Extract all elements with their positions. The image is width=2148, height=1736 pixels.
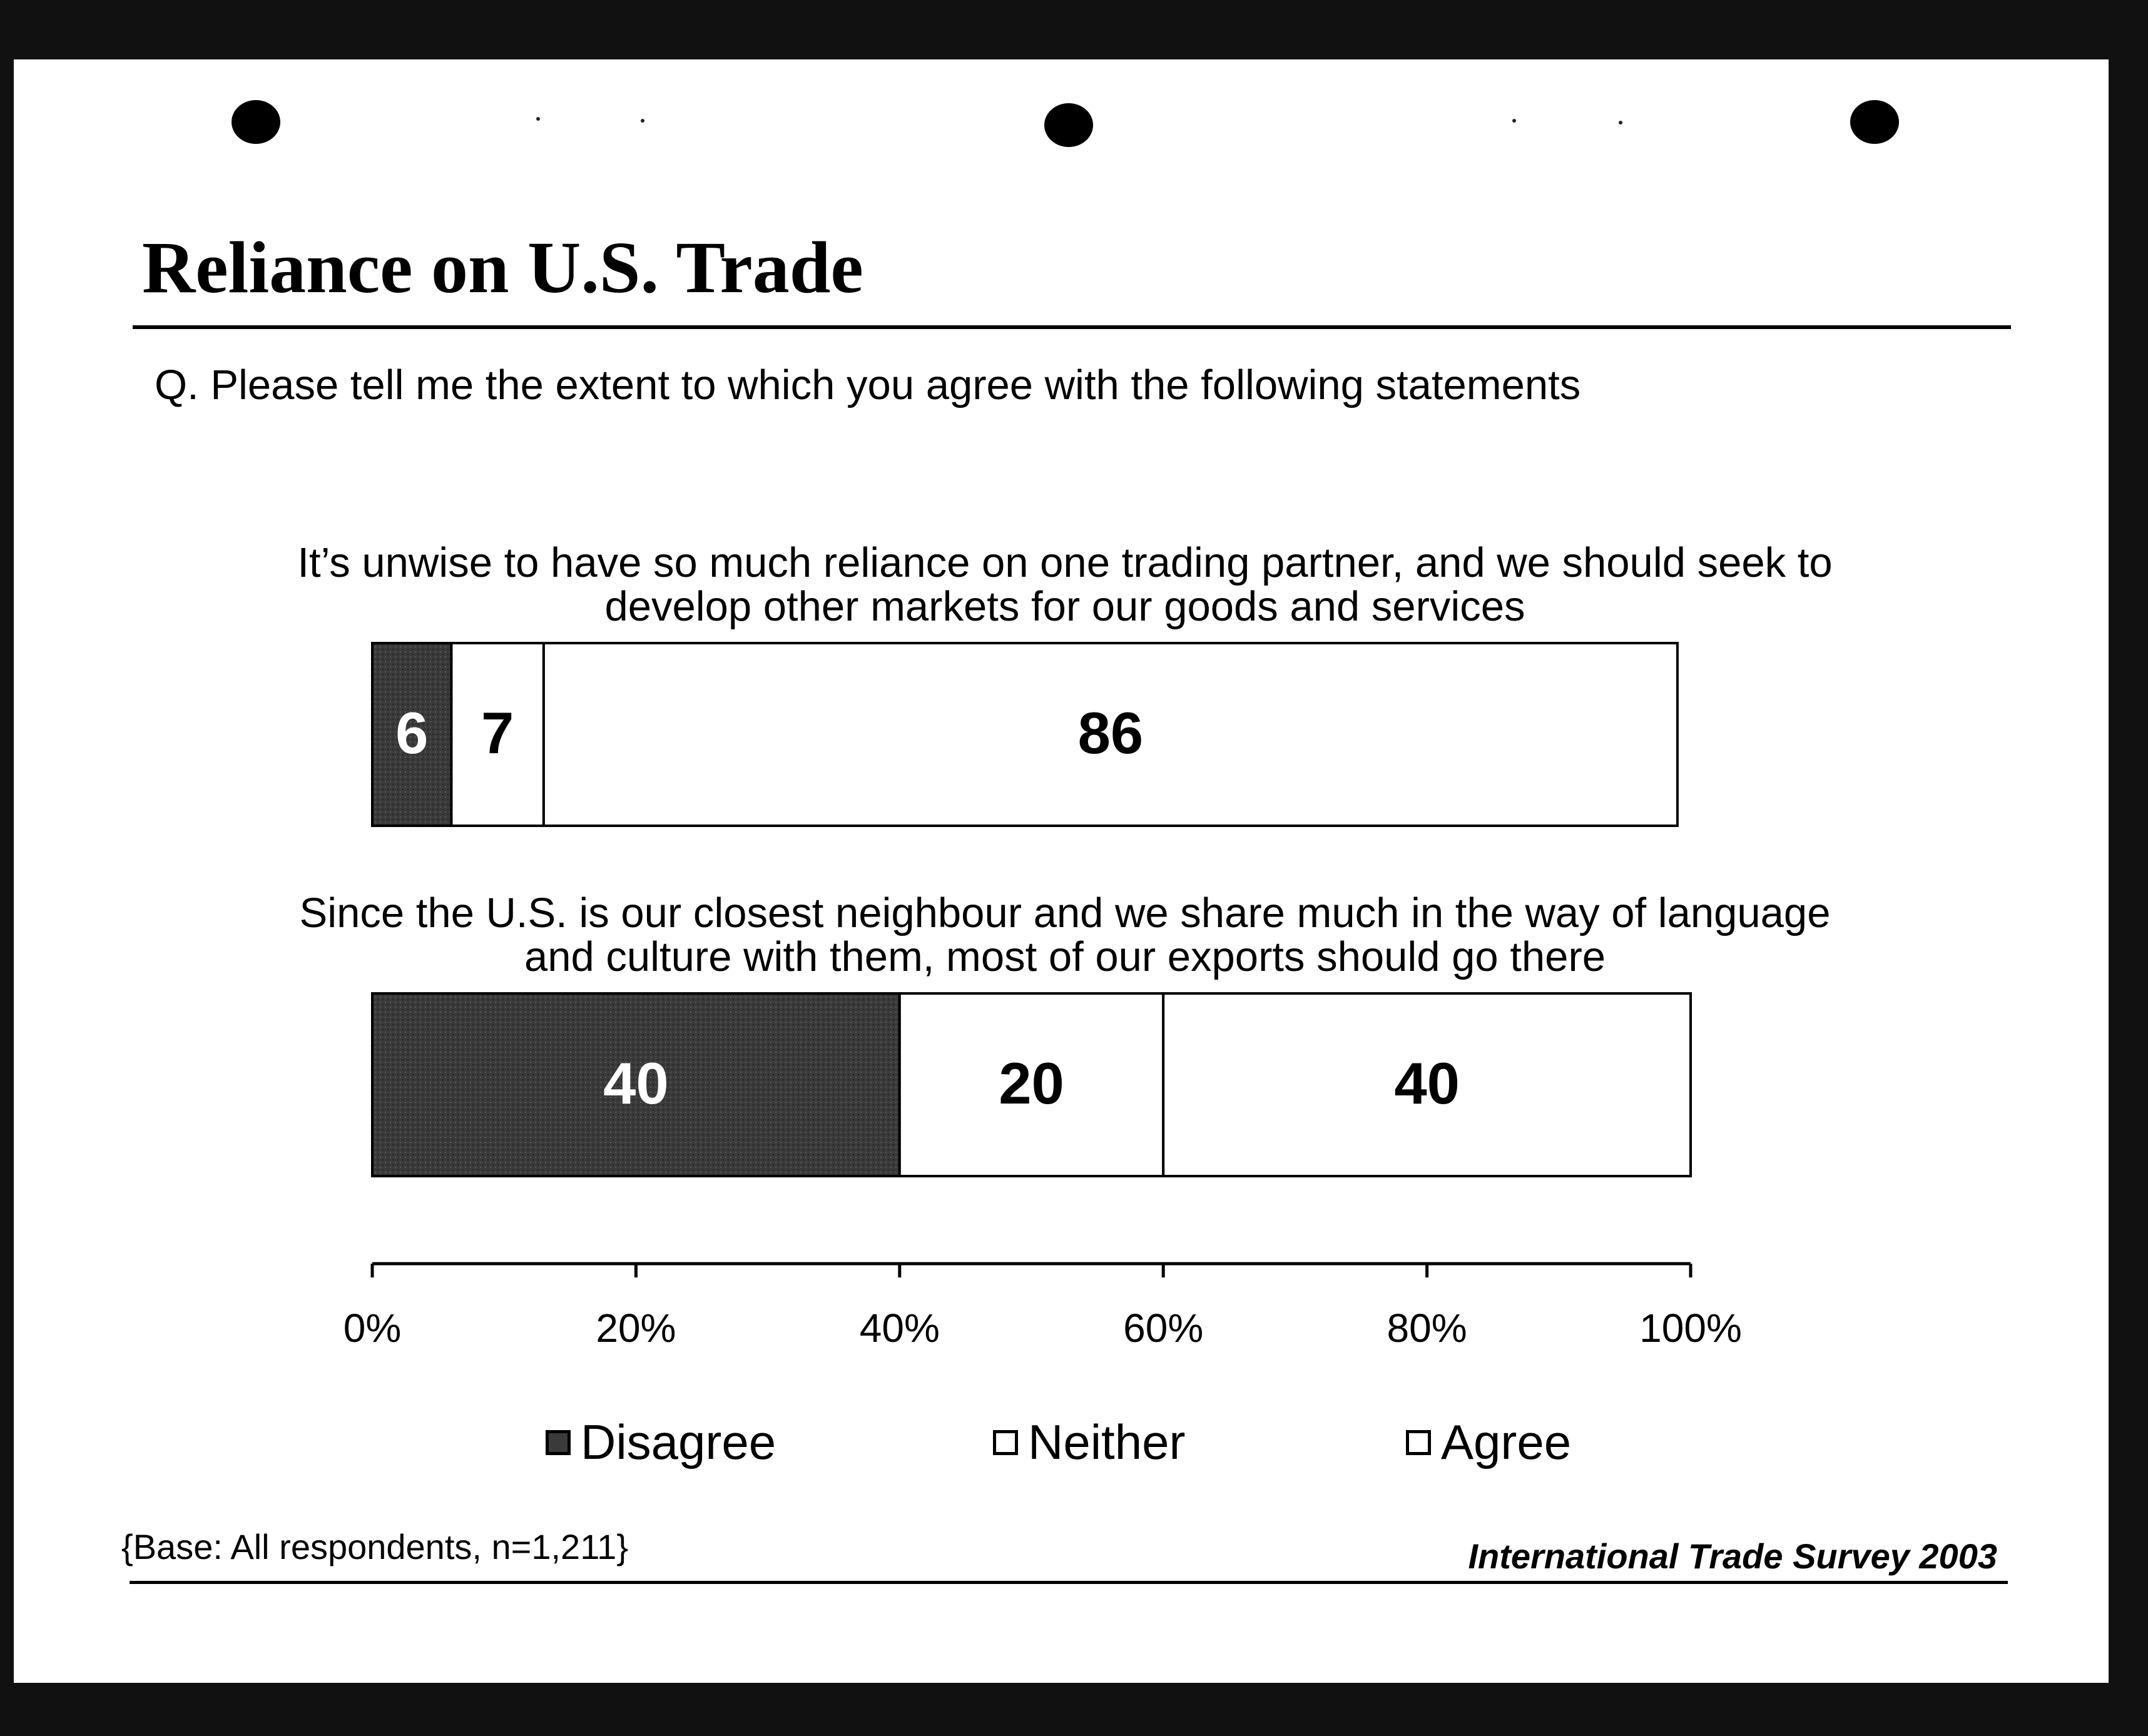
x-tick-label: 60% [1123,1306,1204,1351]
data-label-neither-2: 20 [999,1050,1064,1116]
data-label-agree-2: 40 [1394,1050,1460,1116]
data-label-agree-1: 86 [1077,700,1144,766]
footer-divider [130,1581,2008,1584]
legend-neither [993,1414,1185,1471]
source-note: International Trade Survey 2003 [1468,1536,1997,1576]
statement-1-line-1: It’s unwise to have so much reliance on one trading partner, and we should seek to [297,539,1833,586]
legend-neither-label: Neither [1028,1414,1186,1470]
chart-legend [14,1414,2109,1476]
data-label-neither-1: 7 [481,700,514,766]
statement-1-line-2: develop other markets for our goods and services [604,583,1525,630]
stacked-bar-chart [14,59,2109,1411]
legend-disagree [546,1414,776,1471]
x-tick-label: 20% [596,1306,676,1351]
statement-2-line-1: Since the U.S. is our closest neighbour and we share much in the way of language [299,890,1831,937]
x-tick-label: 100% [1639,1306,1742,1351]
legend-neither-swatch [993,1430,1018,1455]
legend-disagree-label: Disagree [581,1414,776,1470]
data-label-disagree-2: 40 [603,1050,669,1116]
statement-2-line-2: and culture with them, most of our exports should go there [524,933,1606,980]
x-tick-label: 0% [343,1306,402,1351]
legend-disagree-swatch [546,1430,571,1455]
page-title: Reliance on U.S. Trade [142,226,863,308]
page-sheet [14,59,2109,1683]
legend-agree-label: Agree [1441,1414,1572,1470]
x-tick-label: 80% [1387,1306,1467,1351]
legend-agree-swatch [1406,1430,1431,1455]
data-label-disagree-1: 6 [395,700,429,766]
legend-agree [1406,1414,1571,1471]
base-note: {Base: All respondents, n=1,211} [121,1527,629,1566]
survey-question: Q. Please tell me the extent to which you agree with the following statements [155,362,1581,409]
x-tick-label: 40% [859,1306,940,1351]
